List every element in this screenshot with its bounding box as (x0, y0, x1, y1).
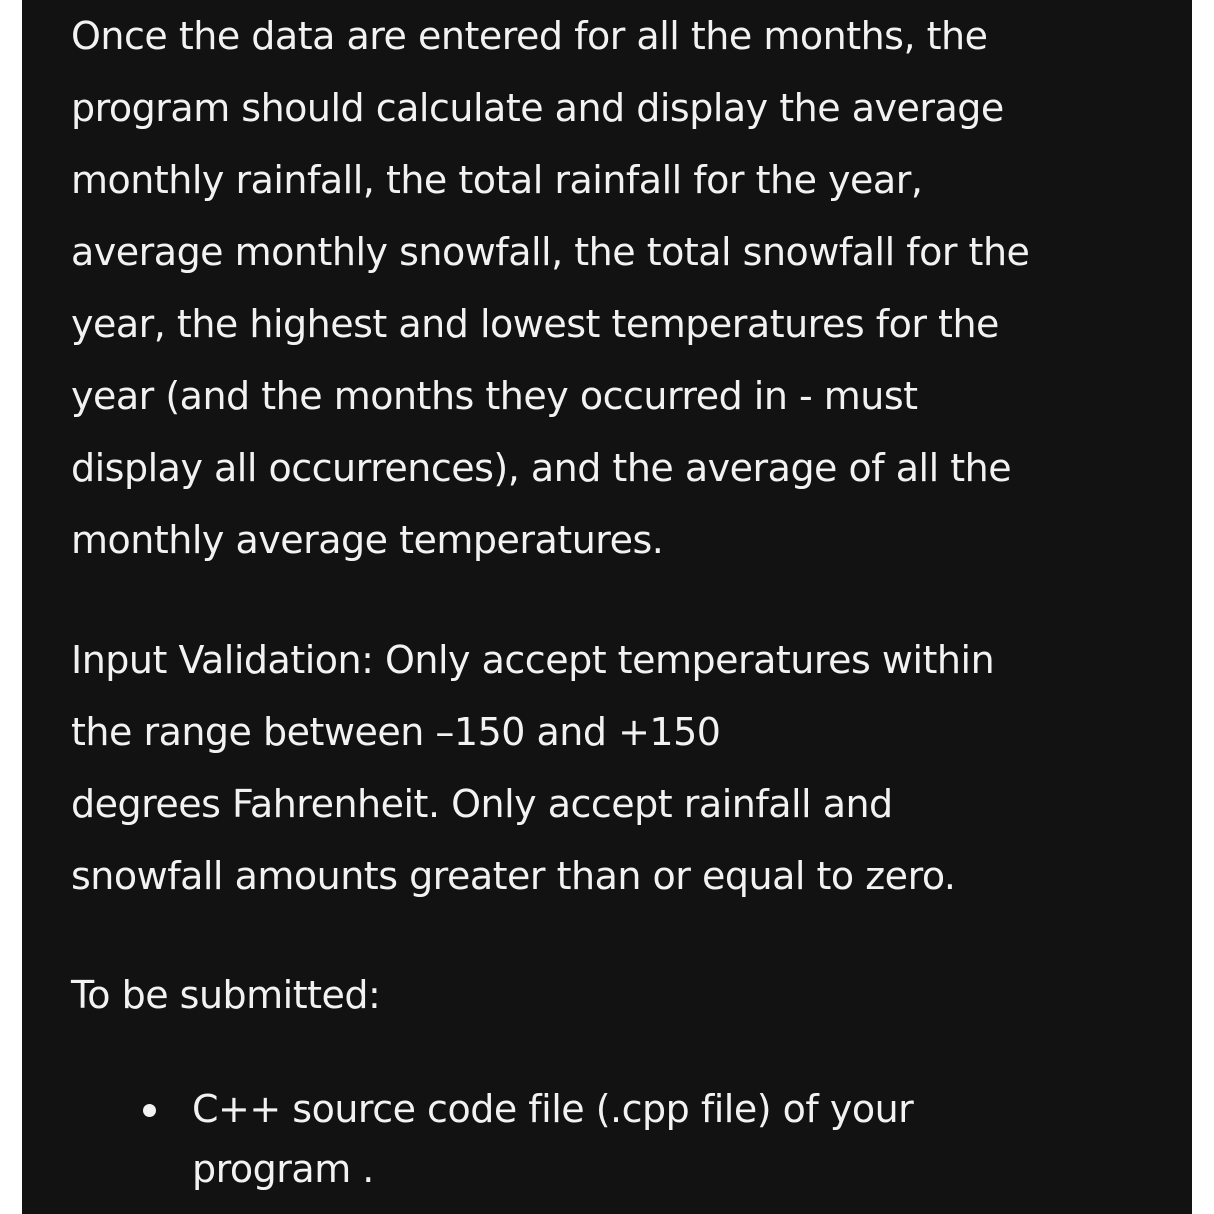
text-line: the range between –150 and +150 (71, 710, 721, 754)
list-item-text: C++ source code file (.cpp file) of your (192, 1087, 914, 1131)
text-line: To be submitted: (71, 973, 381, 1017)
text-line: snowfall amounts greater than or equal to zero. (71, 854, 956, 898)
text-line: program should calculate and display the average (71, 86, 1004, 130)
list-item-text: program . (192, 1147, 374, 1191)
text-line: monthly rainfall, the total rainfall for the year, (71, 158, 923, 202)
document-panel (22, 0, 1192, 1214)
text-line: monthly average temperatures. (71, 518, 664, 562)
text-line: display all occurrences), and the average of all the (71, 446, 1012, 490)
text-line: year (and the months they occurred in - must (71, 374, 918, 418)
text-line: average monthly snowfall, the total snowfall for the (71, 230, 1030, 274)
text-line: Once the data are entered for all the months, the (71, 14, 988, 58)
bullet-icon (143, 1104, 156, 1117)
text-line: degrees Fahrenheit. Only accept rainfall and (71, 782, 893, 826)
text-line: Input Validation: Only accept temperatures within (71, 638, 995, 682)
text-line: year, the highest and lowest temperatures for the (71, 302, 999, 346)
